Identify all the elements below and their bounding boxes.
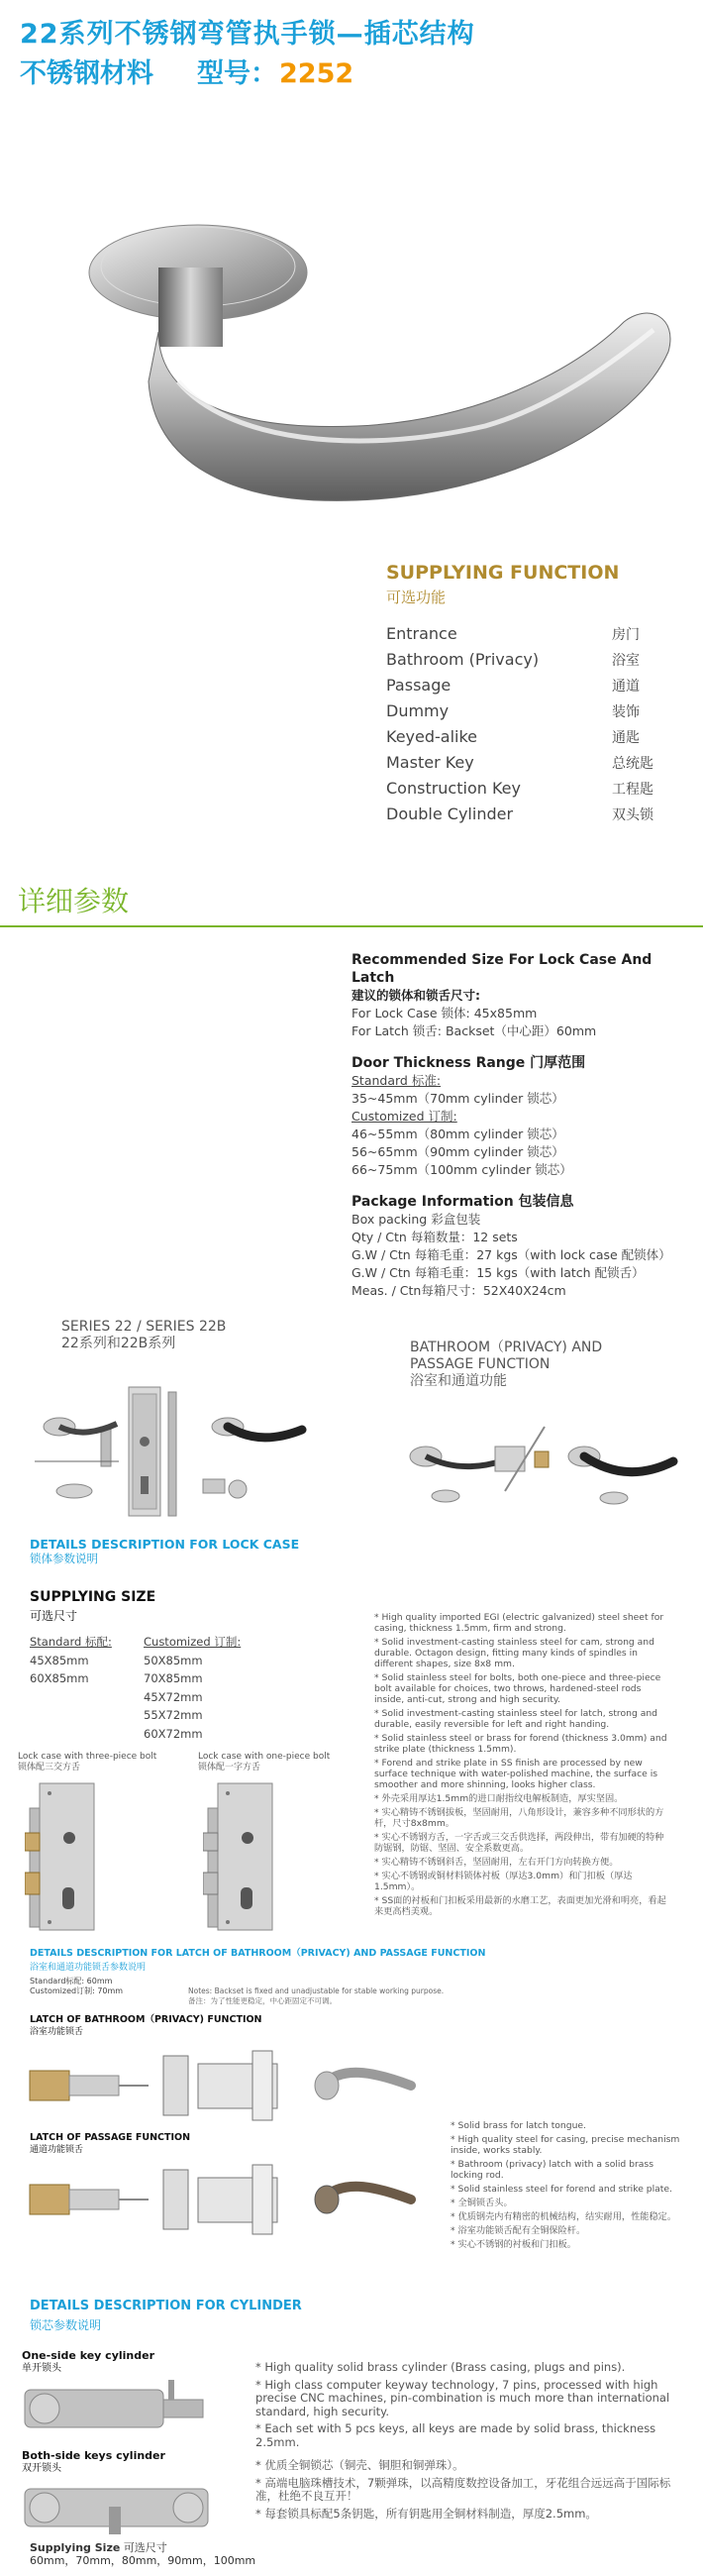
- details-heading: 详细参数: [18, 885, 130, 917]
- bullet: * 实心精铸不锈钢斜舌，坚固耐用，左右开门方向转换方便。: [374, 1857, 619, 1868]
- cylinder-sizes: 60mm，70mm，80mm，90mm，100mm: [30, 2554, 256, 2567]
- door-standard-label: Standard 标准:: [352, 1073, 442, 1088]
- cylinder-details-title-cn: 锁芯参数说明: [30, 2318, 102, 2332]
- bullet: * Solid stainless steel for bolts, both one-piece and three-piece bolt available for choices, two throws, hardened-steel rods inside, anti-cut, strong and high security.: [374, 1672, 661, 1705]
- package-line: G.W / Ctn 每箱毛重：27 kgs（with lock case 配锁体）: [352, 1247, 671, 1262]
- series-title-en: SERIES 22 / SERIES 22B: [61, 1319, 227, 1335]
- backset-customized-value: 70mm: [97, 1986, 124, 1995]
- subtitle: [20, 52, 353, 90]
- one-side-cylinder-title: [22, 2349, 154, 2375]
- function-row: [386, 624, 683, 650]
- door-customized-value: 66~75mm（100mm cylinder 锁芯）: [352, 1162, 572, 1177]
- bathroom-latch-image: [25, 2046, 441, 2125]
- function-cn: 总统匙: [612, 756, 653, 772]
- package-title: Package Information 包装信息: [352, 1194, 574, 1210]
- function-row: [386, 727, 683, 753]
- bullet: * High class computer keyway technology, 7 pins, processed with high precise CNC machines, pin-combination is much more than international standard, high security.: [255, 2377, 670, 2418]
- function-row: [386, 701, 683, 727]
- lock-case-details-title: DETAILS DESCRIPTION FOR LOCK CASE: [30, 1537, 300, 1552]
- function-row: [386, 805, 683, 830]
- package-line: Meas. / Ctn每箱尺寸：52X40X24cm: [352, 1283, 566, 1298]
- cylinder-supplying-size: [30, 2541, 255, 2567]
- function-row: [386, 753, 683, 779]
- bullet: * Solid stainless steel for forend and strike plate.: [451, 2184, 672, 2195]
- backset-note-cn: 备注：为了性能更稳定，中心距固定不可调。: [188, 1995, 337, 2005]
- bullet: * Solid brass for latch tongue.: [451, 2120, 586, 2131]
- backset-note-en: Notes: Backset is fixed and unadjustable for stable working purpose.: [188, 1986, 445, 1995]
- latch-details-title-cn: 浴室和通道功能锁舌参数说明: [30, 1963, 147, 1973]
- standard-header: Standard 标配:: [30, 1635, 112, 1649]
- one-side-cylinder-en: One-side key cylinder: [22, 2349, 154, 2362]
- details-divider: [0, 925, 703, 927]
- recommended-title: Recommended Size For Lock Case And Latch: [352, 952, 653, 986]
- customized-size: 50X85mm: [144, 1653, 203, 1667]
- bullet: * 实心不锈钢的衬板和门扣板。: [451, 2239, 576, 2250]
- recommended-lock-case: For Lock Case 锁体: 45x85mm: [352, 1006, 538, 1020]
- package-line: G.W / Ctn 每箱毛重：15 kgs（with latch 配锁舌）: [352, 1265, 645, 1280]
- three-piece-en: Lock case with three-piece bolt: [18, 1752, 157, 1762]
- handle-image: [59, 213, 693, 510]
- function-cn: 浴室: [612, 653, 640, 669]
- one-piece-cn: 锁体配一字方舌: [198, 1763, 261, 1772]
- bullet: * 优质钢壳内有精密的机械结构，结实耐用，性能稳定。: [451, 2211, 677, 2222]
- standard-sizes: [30, 1633, 112, 1688]
- one-side-cylinder-cn: 单开锁头: [22, 2363, 61, 2374]
- exploded-lockset-image: [30, 1382, 327, 1531]
- one-piece-en: Lock case with one-piece bolt: [198, 1752, 331, 1762]
- backset-standard-value: 60mm: [86, 1977, 113, 1986]
- bullet: * High quality imported EGI (electric galvanized) steel sheet for casing, thickness 1.5mm, firm and strong.: [374, 1612, 664, 1634]
- bullet: * 实心精铸不锈钢拔板，坚固耐用，八角形设计，兼容多种不同形状的方杆，尺寸8x8mm。: [374, 1807, 664, 1829]
- backset-customized: [30, 1986, 123, 1996]
- function-cn: 工程匙: [612, 782, 653, 798]
- function-en: Keyed-alike: [386, 727, 478, 746]
- specifications-block: [352, 951, 688, 1300]
- door-standard-value: 35~45mm（70mm cylinder 锁芯）: [352, 1091, 564, 1106]
- cylinder-size-label: Supplying Size: [30, 2541, 121, 2554]
- bullet: * 浴室功能锁舌配有全铜保险杆。: [451, 2225, 586, 2236]
- backset-notes: [188, 1986, 444, 2005]
- customized-size: 55X72mm: [144, 1708, 203, 1722]
- customized-size: 70X85mm: [144, 1671, 203, 1685]
- lock-case-details-title-cn: 锁体参数说明: [30, 1552, 98, 1565]
- backset-customized-label: Customized订制:: [30, 1986, 95, 1995]
- door-customized-value: 46~55mm（80mm cylinder 锁芯）: [352, 1127, 564, 1141]
- model-label: 型号：: [197, 58, 277, 89]
- latch-details-title: DETAILS DESCRIPTION FOR LATCH OF BATHROOM（PRIVACY) AND PASSAGE FUNCTION: [30, 1948, 486, 1959]
- customized-size: 45X72mm: [144, 1689, 203, 1704]
- passage-latch-cn: 通道功能锁舌: [30, 2145, 84, 2155]
- bullet: * Bathroom (privacy) latch with a solid brass locking rod.: [451, 2159, 653, 2181]
- recommended-latch: For Latch 锁舌: Backset（中心距）60mm: [352, 1023, 597, 1038]
- function-row: [386, 779, 683, 805]
- passage-latch-title: [30, 2132, 190, 2156]
- latch-bullets: [451, 2120, 688, 2253]
- passage-latch-en: LATCH OF PASSAGE FUNCTION: [30, 2132, 191, 2143]
- function-en: Double Cylinder: [386, 805, 514, 823]
- function-cn: 房门: [612, 627, 640, 643]
- cylinder-details-title: DETAILS DESCRIPTION FOR CYLINDER: [30, 2299, 302, 2313]
- function-row: [386, 650, 683, 676]
- function-cn: 通匙: [612, 730, 640, 746]
- function-en: Bathroom (Privacy): [386, 650, 540, 669]
- both-side-cylinder-cn: 双开锁头: [22, 2463, 61, 2474]
- bullet: * 高端电脑珠槽技术，7颗弹珠，以高精度数控设备加工，牙花组合远远高于国际标准，杜绝不良互开！: [255, 2475, 671, 2503]
- bullet: * Solid investment-casting stainless steel for latch, strong and durable, easily reversible for left and right handing.: [374, 1708, 657, 1730]
- lock-case-one-piece-image: [203, 1778, 361, 1932]
- bullet: * 实心不锈钢方舌，一字舌或三交舌供选择，两段伸出，带有加硬的特种防锯钢，防锯、坚固、安全系数更高。: [374, 1832, 664, 1854]
- material-label: 不锈钢材料: [20, 58, 153, 89]
- bathroom-title-en: BATHROOM（PRIVACY) AND: [410, 1340, 603, 1355]
- backset-standard: [30, 1977, 123, 1986]
- three-piece-cn: 锁体配三交方舌: [18, 1763, 81, 1772]
- supplying-size-title-cn: 可选尺寸: [30, 1609, 78, 1623]
- bullet: * Each set with 5 pcs keys, all keys are made by solid brass, thickness 2.5mm.: [255, 2421, 656, 2449]
- bullet: * Forend and strike plate in SS finish are processed by new surface technique with water-polished machine, the surface is smoother and more shinning, looks higher class.: [374, 1758, 658, 1790]
- model-number: 2252: [279, 58, 354, 89]
- bathroom-title-cn: 浴室和通道功能: [410, 1373, 507, 1389]
- cylinder-size-label-cn: 可选尺寸: [123, 2541, 167, 2554]
- function-en: Dummy: [386, 701, 450, 720]
- function-en: Master Key: [386, 753, 474, 772]
- supplying-size-title: SUPPLYING SIZE: [30, 1589, 156, 1605]
- function-cn: 双头锁: [612, 807, 653, 823]
- recommended-title-cn: 建议的锁体和锁舌尺寸:: [352, 988, 480, 1003]
- standard-size: 60X85mm: [30, 1671, 89, 1685]
- bathroom-title: [410, 1340, 602, 1390]
- function-list: [386, 624, 683, 830]
- package-line: Qty / Ctn 每箱数量：12 sets: [352, 1230, 518, 1244]
- customized-size: 60X72mm: [144, 1726, 203, 1741]
- function-en: Entrance: [386, 624, 457, 643]
- both-side-cylinder-image: [20, 2477, 218, 2538]
- three-piece-label: [18, 1752, 156, 1773]
- bathroom-lockset-image: [386, 1417, 683, 1516]
- customized-header: Customized 订制:: [144, 1635, 242, 1649]
- both-side-cylinder-title: [22, 2449, 165, 2475]
- one-side-cylinder-image: [20, 2378, 218, 2439]
- door-customized-value: 56~65mm（90mm cylinder 锁芯）: [352, 1144, 564, 1159]
- package-line: Box packing 彩盒包装: [352, 1212, 481, 1227]
- backset-standard-label: Standard标配:: [30, 1977, 85, 1986]
- both-side-cylinder-en: Both-side keys cylinder: [22, 2449, 165, 2462]
- backset-info: [30, 1977, 123, 1996]
- door-customized-label: Customized 订制:: [352, 1109, 457, 1124]
- bullet: * High quality steel for casing, precise mechanism inside, works stably.: [451, 2134, 680, 2156]
- passage-latch-image: [25, 2160, 441, 2239]
- page-title: 22系列不锈钢弯管执手锁—插芯结构: [20, 19, 475, 50]
- one-piece-label: [198, 1752, 330, 1773]
- function-row: [386, 676, 683, 701]
- bullet: * 全铜锁舌头。: [451, 2198, 513, 2208]
- bathroom-latch-en: LATCH OF BATHROOM（PRIVACY) FUNCTION: [30, 2014, 262, 2025]
- bullet: * Solid investment-casting stainless steel for cam, strong and durable. Octagon design, fitting many kinds of spindles in different shapes, size 8x8 mm.: [374, 1637, 654, 1669]
- bullet: * 实心不锈钢或铜材料锁体衬板（厚达3.0mm）和门扣板（厚达1.5mm）。: [374, 1871, 633, 1892]
- door-thickness-title: Door Thickness Range 门厚范围: [352, 1055, 586, 1071]
- series-title-cn: 22系列和22B系列: [61, 1336, 176, 1351]
- bullet: * High quality solid brass cylinder (Brass casing, plugs and pins).: [255, 2360, 626, 2374]
- function-en: Construction Key: [386, 779, 521, 798]
- series-title: [61, 1319, 226, 1352]
- bathroom-latch-cn: 浴室功能锁舌: [30, 2027, 84, 2037]
- standard-size: 45X85mm: [30, 1653, 89, 1667]
- function-cn: 装饰: [612, 704, 640, 720]
- cylinder-bullets: [255, 2361, 691, 2524]
- function-cn: 通道: [612, 679, 640, 695]
- bullet: * 每套锁具标配5条钥匙，所有钥匙用全铜材料制造，厚度2.5mm。: [255, 2506, 597, 2521]
- bathroom-title-en2: PASSAGE FUNCTION: [410, 1356, 551, 1372]
- bullet: * Solid stainless steel or brass for forend (thickness 3.0mm) and strike plate (thickness 1.5mm).: [374, 1733, 667, 1755]
- function-en: Passage: [386, 676, 452, 695]
- bullet: * SS面的衬板和门扣板采用最新的水磨工艺，表面更加光滑和明亮，看起来更高档美观。: [374, 1895, 666, 1917]
- bullet: * 外壳采用厚达1.5mm的进口耐指纹电解板制造，厚实坚固。: [374, 1793, 624, 1804]
- bullet: * 优质全铜锁芯（铜壳、铜胆和铜弹珠）。: [255, 2458, 464, 2472]
- bathroom-latch-title: [30, 2014, 262, 2038]
- supplying-function-title-cn: 可选功能: [386, 589, 447, 606]
- customized-sizes: [144, 1633, 241, 1743]
- supplying-function-title: SUPPLYING FUNCTION: [386, 562, 620, 584]
- lock-case-three-piece-image: [25, 1778, 183, 1932]
- lock-case-bullets: [374, 1612, 671, 1920]
